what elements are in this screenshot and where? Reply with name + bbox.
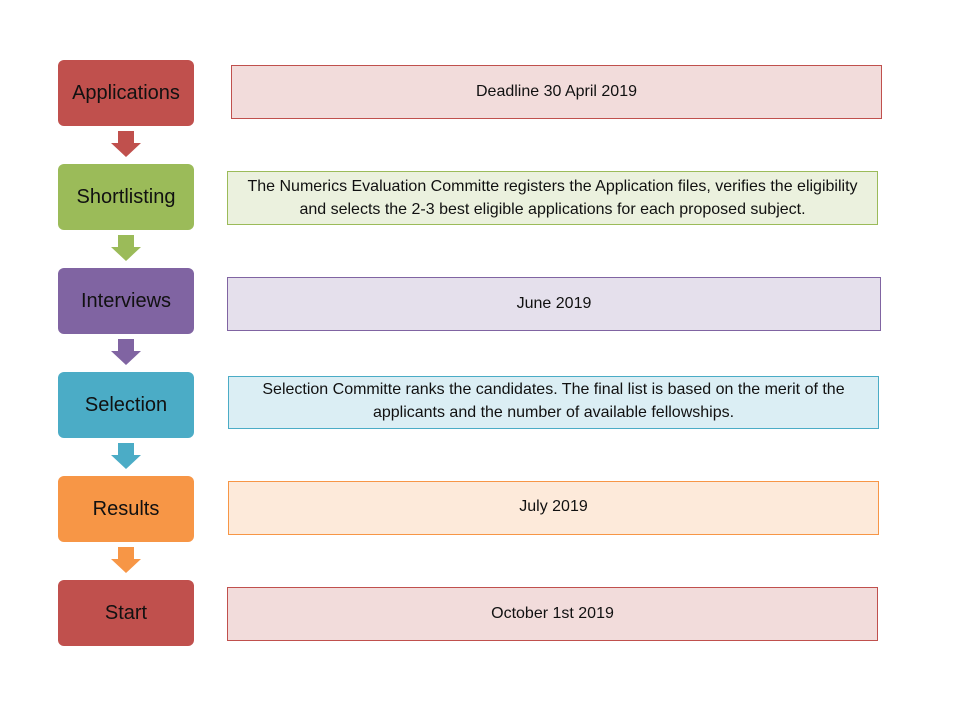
down-arrow-icon bbox=[111, 443, 141, 469]
down-arrow-icon bbox=[111, 235, 141, 261]
description-start: October 1st 2019 bbox=[227, 587, 878, 641]
description-shortlisting: The Numerics Evaluation Committe registers the Application files, verifies the eligibility and selects the 2-3 best eligible applications for each proposed subject. bbox=[227, 171, 878, 225]
stage-start: Start bbox=[58, 580, 194, 646]
description-applications: Deadline 30 April 2019 bbox=[231, 65, 882, 119]
stage-interviews: Interviews bbox=[58, 268, 194, 334]
down-arrow-icon bbox=[111, 131, 141, 157]
stage-results: Results bbox=[58, 476, 194, 542]
description-interviews: June 2019 bbox=[227, 277, 881, 331]
stage-shortlisting: Shortlisting bbox=[58, 164, 194, 230]
stage-applications: Applications bbox=[58, 60, 194, 126]
down-arrow-icon bbox=[111, 547, 141, 573]
description-selection: Selection Committe ranks the candidates. The final list is based on the merit of the applicants and the number of available fellowships. bbox=[228, 376, 879, 429]
stage-selection: Selection bbox=[58, 372, 194, 438]
description-results: July 2019 bbox=[228, 481, 879, 535]
down-arrow-icon bbox=[111, 339, 141, 365]
